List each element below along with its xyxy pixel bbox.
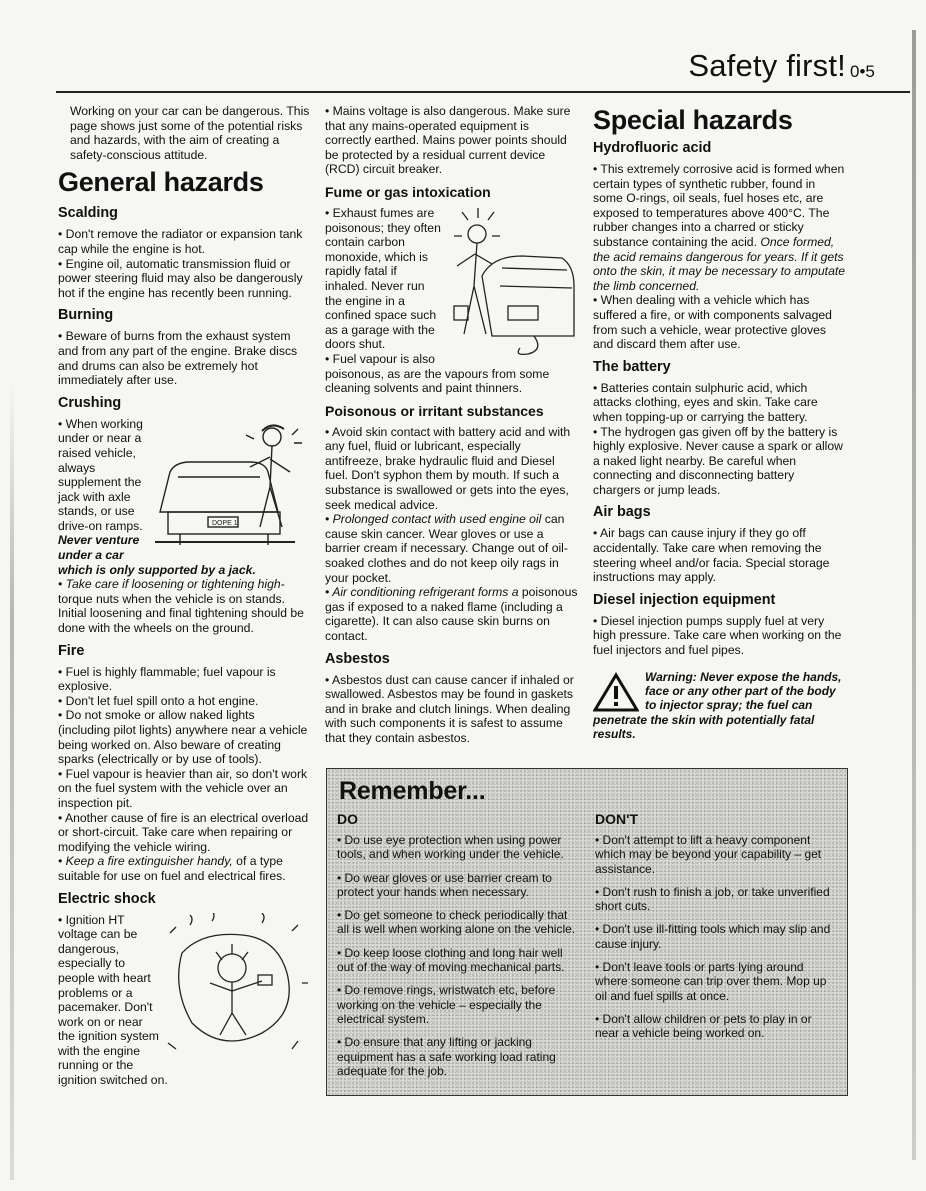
page-number: 0•5 — [850, 62, 875, 81]
do-item: • Do remove rings, wristwatch etc, before working on the vehicle – especially the electrical system. — [337, 983, 556, 1026]
battery-heading: The battery — [593, 358, 671, 375]
scalding-heading: Scalding — [58, 205, 118, 222]
scan-edge-left — [10, 380, 14, 1180]
exhaust-fumes-illustration — [442, 206, 578, 356]
fire-bullet-3: • Do not smoke or allow naked lights (including pilot lights) anywhere near a vehicle being worked on. Also beware of creating sparks (electrically or by use of tools). — [58, 708, 308, 767]
diesel-bullet-1: • Diesel injection pumps supply fuel at very high pressure. Take care when working on the fuel injectors and fuel pipes. — [593, 613, 842, 658]
crushing-bullet-2 — [58, 577, 310, 635]
do-item: • Do keep loose clothing and long hair well out of the way of moving mechanical parts. — [337, 945, 565, 975]
column-3 — [593, 104, 845, 742]
warning-triangle-icon — [593, 672, 639, 712]
fume-bullet-1: • Exhaust fumes are poisonous; they often contain carbon monoxide, which is rapidly fatal if inhaled. Never run the engine in a confined space such as a garage with the doors shut. — [325, 205, 441, 352]
column-2 — [325, 104, 578, 746]
dont-column — [595, 811, 831, 1050]
crushing-bullet-1-text: • When working under or near a raised vehicle, always supplement the jack with axle stands, or use drive-on ramps. — [58, 416, 143, 533]
scalding-bullet-1: • Don't remove the radiator or expansion tank cap while the engine is hot. — [58, 227, 303, 256]
electric-bullet-1: • Ignition HT voltage can be dangerous, especially to people with heart problems or a pacemaker. Don't work on or near the ignition system with the engine running or the ignition switched on. — [58, 912, 168, 1088]
crushing-warning: Never venture under a car which is only supported by a jack. — [58, 533, 256, 577]
poison-bullet-2 — [325, 512, 578, 585]
do-item: • Do get someone to check periodically that all is well when working alone on the vehicle. — [337, 908, 576, 937]
scalding-bullet-2: • Engine oil, automatic transmission fluid or power steering fluid may also be dangerously hot if the engine has recently been running. — [58, 256, 303, 300]
poison-bullet-3-text: poisonous gas if exposed to a naked flame (including a cigarette). It can also cause skin burns on contact. — [325, 585, 578, 643]
dont-heading: DON'T — [595, 811, 638, 827]
battery-bullet-2: • The hydrogen gas given off by the battery is highly explosive. Never cause a spark or allow a naked light nearby. Be careful when connecting and disconnecting battery chargers or jump leads. — [593, 424, 843, 497]
do-item: • Do wear gloves or use barrier cream to protect your hands when necessary. — [337, 870, 552, 899]
do-item: • Do ensure that any lifting or jacking equipment has a safe working load rating adequate for the job. — [337, 1035, 556, 1078]
diesel-heading: Diesel injection equipment — [593, 591, 776, 608]
car-on-jack-illustration — [150, 417, 310, 557]
page-title: Safety first! — [688, 48, 846, 83]
hydro-bullet-1-text: • This extremely corrosive acid is formed when certain types of synthetic rubber, found in some O-rings, oil seals, fuel hoses etc, are exposed to temperatures above 400°C. The rubber changes into a charred or sticky substance containing the acid. — [593, 162, 845, 249]
plate-text: DOPE 1 — [212, 519, 238, 527]
poison-bullet-1: • Avoid skin contact with battery acid and with any fuel, fluid or lubricant, especially antifreeze, brake hydraulic fluid and Diesel fuel. Don't syphon them by mouth. If such a substance is swallowed or gets into the eyes, seek medical advice. — [325, 424, 571, 512]
asbestos-heading: Asbestos — [325, 650, 390, 667]
injector-warning-text: Warning: Never expose the hands, face or any other part of the body to injector spray; the fuel can penetrate the skin with potentially fatal results. — [593, 669, 842, 742]
crushing-bullet-2-text: torque nuts when the vehicle is on stands. Initial loosening and final tightening should be done with the wheels on the ground. — [58, 591, 304, 636]
airbags-bullet-1: • Air bags can cause injury if they go off accidentally. Take care when removing the steering wheel and/or facia. Special storage instructions may apply. — [593, 526, 830, 585]
poison-bullet-3-em: • Air conditioning refrigerant forms a — [325, 585, 519, 600]
dont-item: • Don't rush to finish a job, or take unverified short cuts. — [595, 884, 830, 914]
crushing-heading: Crushing — [58, 394, 122, 411]
poison-bullet-2-em: • Prolonged contact with used engine oil — [325, 512, 542, 527]
dont-item: • Don't leave tools or parts lying around where someone can trip over them. Mop up oil and fuel spills at once. — [595, 960, 827, 1003]
asbestos-bullet-1: • Asbestos dust can cause cancer if inhaled or swallowed. Asbestos may be found in gaskets and in brake and clutch linings. When dealing with such components it is safest to assume that they contain asbestos. — [325, 672, 574, 745]
fire-bullet-4: • Fuel vapour is heavier than air, so don't work on the fuel system with the vehicle over an inspection pit. — [58, 766, 308, 810]
burning-bullet-1: • Beware of burns from the exhaust system and from any part of the engine. Brake discs and drums can also be extremely hot immediately after use. — [58, 329, 298, 388]
air-bags-heading: Air bags — [593, 504, 651, 521]
general-hazards-title: General hazards — [58, 167, 264, 198]
fire-heading: Fire — [58, 642, 85, 659]
dont-item: • Don't allow children or pets to play in or near a vehicle being worked on. — [595, 1011, 812, 1041]
hydro-bullet-1 — [593, 162, 845, 293]
hydro-bullet-2: • When dealing with a vehicle which has suffered a fire, or with components salvaged from such a vehicle, wear protective gloves and discard them after use. — [593, 293, 832, 352]
fire-bullet-2: • Don't let fuel spill onto a hot engine. — [58, 693, 259, 708]
hydro-bullet-1-em: Once formed, the acid remains dangerous for years. If it gets onto the skin, it may be necessary to amputate the limb concerned. — [593, 234, 846, 293]
fire-bullet-6-text: of a type suitable for use on fuel and electrical fires. — [58, 854, 286, 883]
remember-title: Remember... — [339, 777, 486, 805]
poison-bullet-3 — [325, 585, 578, 643]
do-item: • Do use eye protection when using power tools, and when working under the vehicle. — [337, 833, 564, 862]
remember-box — [326, 768, 848, 1096]
burning-heading: Burning — [58, 307, 114, 324]
intro-text: Working on your car can be dangerous. This page shows just some of the potential risks and hazards, with the aim of creating a safety-conscious attitude. — [70, 104, 310, 162]
hydrofluoric-heading: Hydrofluoric acid — [593, 140, 712, 156]
injector-warning — [593, 670, 845, 742]
fire-bullet-1: • Fuel is highly flammable; fuel vapour is explosive. — [58, 664, 276, 694]
electric-shock-heading: Electric shock — [58, 890, 156, 907]
poisonous-heading: Poisonous or irritant substances — [325, 402, 544, 419]
fire-bullet-6-em: • Keep a fire extinguisher handy, — [58, 854, 233, 869]
scan-edge-right — [912, 30, 916, 1160]
do-column — [337, 811, 577, 1087]
electric-shock-illustration — [162, 913, 310, 1063]
do-heading: DO — [337, 811, 358, 827]
header-rule — [56, 91, 910, 93]
fume-bullet-2: • Fuel vapour is also poisonous, as are the vapours from some cleaning solvents and paint thinners. — [325, 351, 550, 396]
special-hazards-title: Special hazards — [593, 105, 793, 135]
mains-voltage-text: • Mains voltage is also dangerous. Make sure that any mains-operated equipment is correctly earthed. Mains power points should be protected by a residual current device (RCD) circuit breaker. — [325, 104, 571, 177]
dont-item: • Don't use ill-fitting tools which may slip and cause injury. — [595, 922, 831, 951]
fire-bullet-5: • Another cause of fire is an electrical overload or short-circuit. Take care when repairing or modifying the vehicle wiring. — [58, 810, 309, 854]
fire-bullet-6 — [58, 854, 310, 883]
fume-heading: Fume or gas intoxication — [325, 183, 491, 200]
dont-item: • Don't attempt to lift a heavy component which may be beyond your capability – get assistance. — [595, 833, 822, 876]
crushing-bullet-2-em: • Take care if loosening or tightening high- — [58, 577, 285, 592]
column-1 — [58, 104, 310, 1088]
poison-bullet-2-text: can cause skin cancer. Wear gloves or use a barrier cream if necessary. Change out of oil-soaked clothes and do not keep oily rags in your pocket. — [325, 512, 568, 585]
battery-bullet-1: • Batteries contain sulphuric acid, which attacks clothing, eyes and skin. Take care when topping-up or carrying the battery. — [593, 380, 818, 424]
